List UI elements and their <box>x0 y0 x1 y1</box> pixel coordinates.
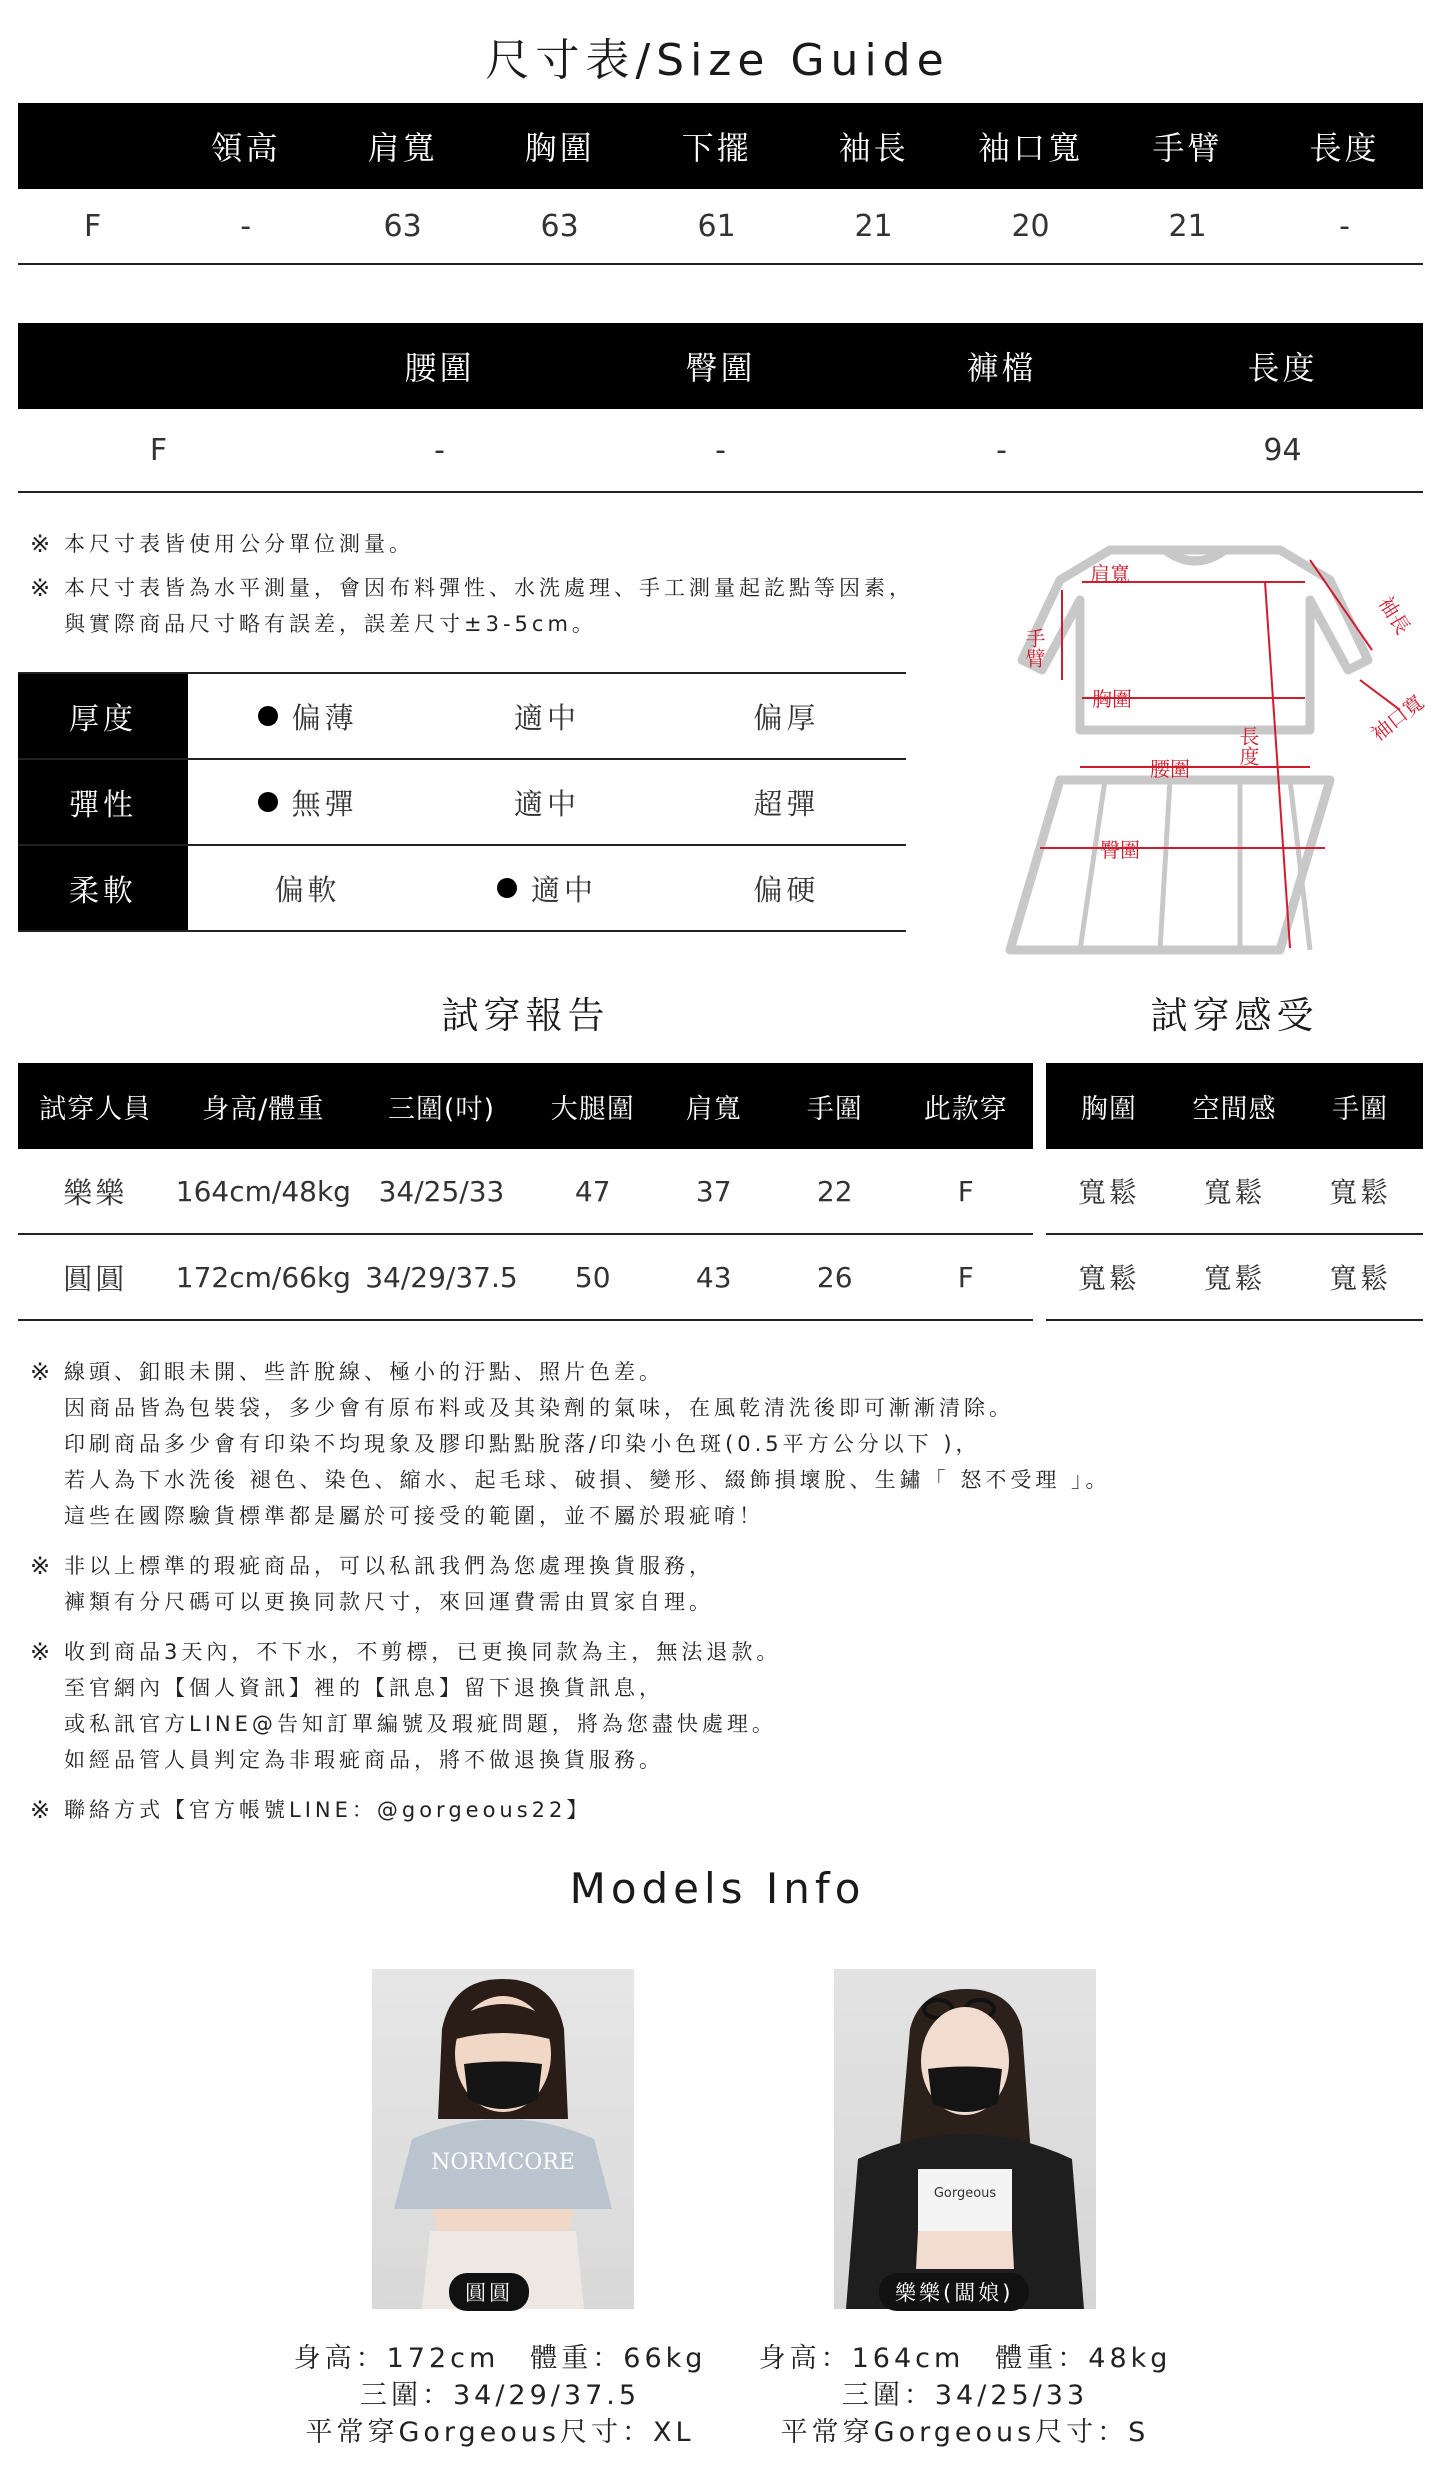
cell: 63 <box>540 208 579 244</box>
label-sleeve: 袖長 <box>1373 591 1416 639</box>
col-sleeve: 袖長 <box>838 129 909 167</box>
cell: - <box>434 432 445 468</box>
svg-text:Gorgeous: Gorgeous <box>933 2186 997 2201</box>
col-length: 長度 <box>1309 129 1380 167</box>
note-mark: ※ <box>30 1796 55 1824</box>
cell: 21 <box>1168 208 1207 244</box>
col-hem: 下擺 <box>681 129 752 167</box>
fabric-row-softness: 柔軟 偏軟 適中 偏硬 <box>18 846 906 932</box>
label-length: 長度 <box>1236 726 1260 766</box>
try-on-row: 樂樂 164cm/48kg 34/25/33 47 37 22 F <box>18 1149 1033 1235</box>
selected-dot-icon <box>258 706 278 726</box>
cell: - <box>240 208 252 244</box>
size-guide-title: 尺寸表/Size Guide <box>485 35 950 86</box>
try-on-feel-row: 寬鬆 寬鬆 寬鬆 <box>1046 1149 1423 1235</box>
note-defects: ※ 線頭、釦眼未開、些許脫線、極小的汙點、照片色差。 因商品皆為包裝袋，多少會有原布料或及其染劑的氣味，在風乾清洗後即可漸漸清除。 印刷商品多少會有印染不均現象及膠印點點脫落/印染小色斑(0.5平方公分以下 )， 若人為下水洗後 褪色、染色、縮水、起毛球、破損、變形、綴飾損壞脫、生鏽「 怒不受理 」。 這些在國際驗貨標準都是屬於可接受的範圍，並不屬於瑕疵唷！ <box>30 1354 1420 1534</box>
note-mark: ※ <box>30 1358 55 1386</box>
model-info: 身高：172cm 體重：66kg 三圍：34/29/37.5 平常穿Gorgeous尺寸：XL <box>293 2343 707 2448</box>
col-pants-length: 長度 <box>1247 349 1318 387</box>
measurement-diagram <box>980 530 1429 970</box>
tshirt-outline <box>1022 550 1368 730</box>
size-label: F <box>83 208 102 244</box>
notes-policy <box>30 1354 1420 1828</box>
selected-dot-icon <box>258 792 278 812</box>
try-on-feel-title: 試穿感受 <box>1150 994 1319 1037</box>
label-chest: 胸圍 <box>1092 687 1132 711</box>
label-shoulder: 肩寬 <box>1090 562 1130 586</box>
try-on-row: 圓圓 172cm/66kg 34/29/37.5 50 43 26 F <box>18 1235 1033 1321</box>
label-waist: 腰圍 <box>1150 757 1190 781</box>
fabric-row-thickness: 厚度 偏薄 適中 偏厚 <box>18 674 906 760</box>
fabric-row-elasticity: 彈性 無彈 適中 超彈 <box>18 760 906 846</box>
col-arm: 手臂 <box>1152 129 1223 167</box>
note-contact: ※ 聯絡方式【官方帳號LINE：@gorgeous22】 <box>30 1792 1420 1828</box>
note-unit: ※ 本尺寸表皆使用公分單位測量。 <box>30 526 1010 566</box>
note-mark: ※ <box>30 1552 55 1580</box>
pants-table-header <box>18 323 1423 409</box>
fabric-table <box>18 672 906 932</box>
cell: - <box>715 432 726 468</box>
fabric-label: 柔軟 <box>18 846 188 930</box>
label-arm: 手臂 <box>1022 628 1046 668</box>
note-mark: ※ <box>30 530 55 558</box>
model-name-tag: 樂樂(闆娘) <box>879 2273 1029 2311</box>
model-photo <box>834 1969 1096 2309</box>
note-mark: ※ <box>30 1638 55 1666</box>
col-chest: 胸圍 <box>524 129 595 167</box>
col-crotch: 褲檔 <box>966 349 1037 387</box>
col-waist: 腰圍 <box>404 349 475 387</box>
try-on-feel-header: 胸圍 空間感 手圍 <box>1046 1063 1423 1149</box>
try-on-title: 試穿報告 <box>441 994 610 1037</box>
selected-dot-icon <box>497 878 517 898</box>
col-collar: 領高 <box>210 129 281 167</box>
cell: 21 <box>854 208 893 244</box>
models-title: Models Info <box>569 1864 866 1913</box>
note-returns: ※ 收到商品3天內，不下水，不剪標，已更換同款為主，無法退款。 至官網內【個人資訊】裡的【訊息】留下退換貨訊息， 或私訊官方LINE@告知訂單編號及瑕疵問題，將為您盡快處理。 如經品管人員判定為非瑕疵商品，將不做退換貨服務。 <box>30 1634 1420 1778</box>
cell: 61 <box>697 208 736 244</box>
label-hip: 臀圍 <box>1100 838 1140 862</box>
pants-table-row <box>18 409 1423 493</box>
col-cuff: 袖口寬 <box>978 129 1084 167</box>
col-shoulder: 肩寬 <box>367 129 438 167</box>
model-info: 身高：164cm 體重：48kg 三圍：34/25/33 平常穿Gorgeous尺寸：S <box>758 2343 1172 2448</box>
size-table-row <box>18 189 1423 265</box>
label-cuff: 袖口寬 <box>1366 690 1429 746</box>
try-on-header: 試穿人員 身高/體重 三圍(吋) 大腿圍 肩寬 手圍 此款穿 <box>18 1063 1033 1149</box>
note-measure: ※ 本尺寸表皆為水平測量，會因布料彈性、水洗處理、手工測量起訖點等因素， 與實際商品尺寸略有誤差，誤差尺寸±3-5cm。 <box>30 570 1010 646</box>
svg-text:NORMCORE: NORMCORE <box>431 2150 575 2175</box>
col-hip: 臀圍 <box>685 349 756 387</box>
cell: 94 <box>1263 432 1302 468</box>
fabric-label: 彈性 <box>18 760 188 844</box>
cell: - <box>1339 208 1350 244</box>
try-on-feel-row: 寬鬆 寬鬆 寬鬆 <box>1046 1235 1423 1321</box>
model-photo <box>372 1969 634 2309</box>
note-exchange: ※ 非以上標準的瑕疵商品，可以私訊我們為您處理換貨服務， 褲類有分尺碼可以更換同款尺寸，來回運費需由買家自理。 <box>30 1548 1420 1620</box>
size-label: F <box>149 432 168 468</box>
cell: 63 <box>383 208 422 244</box>
model-name-tag: 圓圓 <box>449 2273 529 2311</box>
cell: 20 <box>1011 208 1050 244</box>
cell: - <box>996 432 1007 468</box>
note-mark: ※ <box>30 574 55 602</box>
fabric-label: 厚度 <box>18 674 188 758</box>
size-table-header <box>18 103 1423 189</box>
